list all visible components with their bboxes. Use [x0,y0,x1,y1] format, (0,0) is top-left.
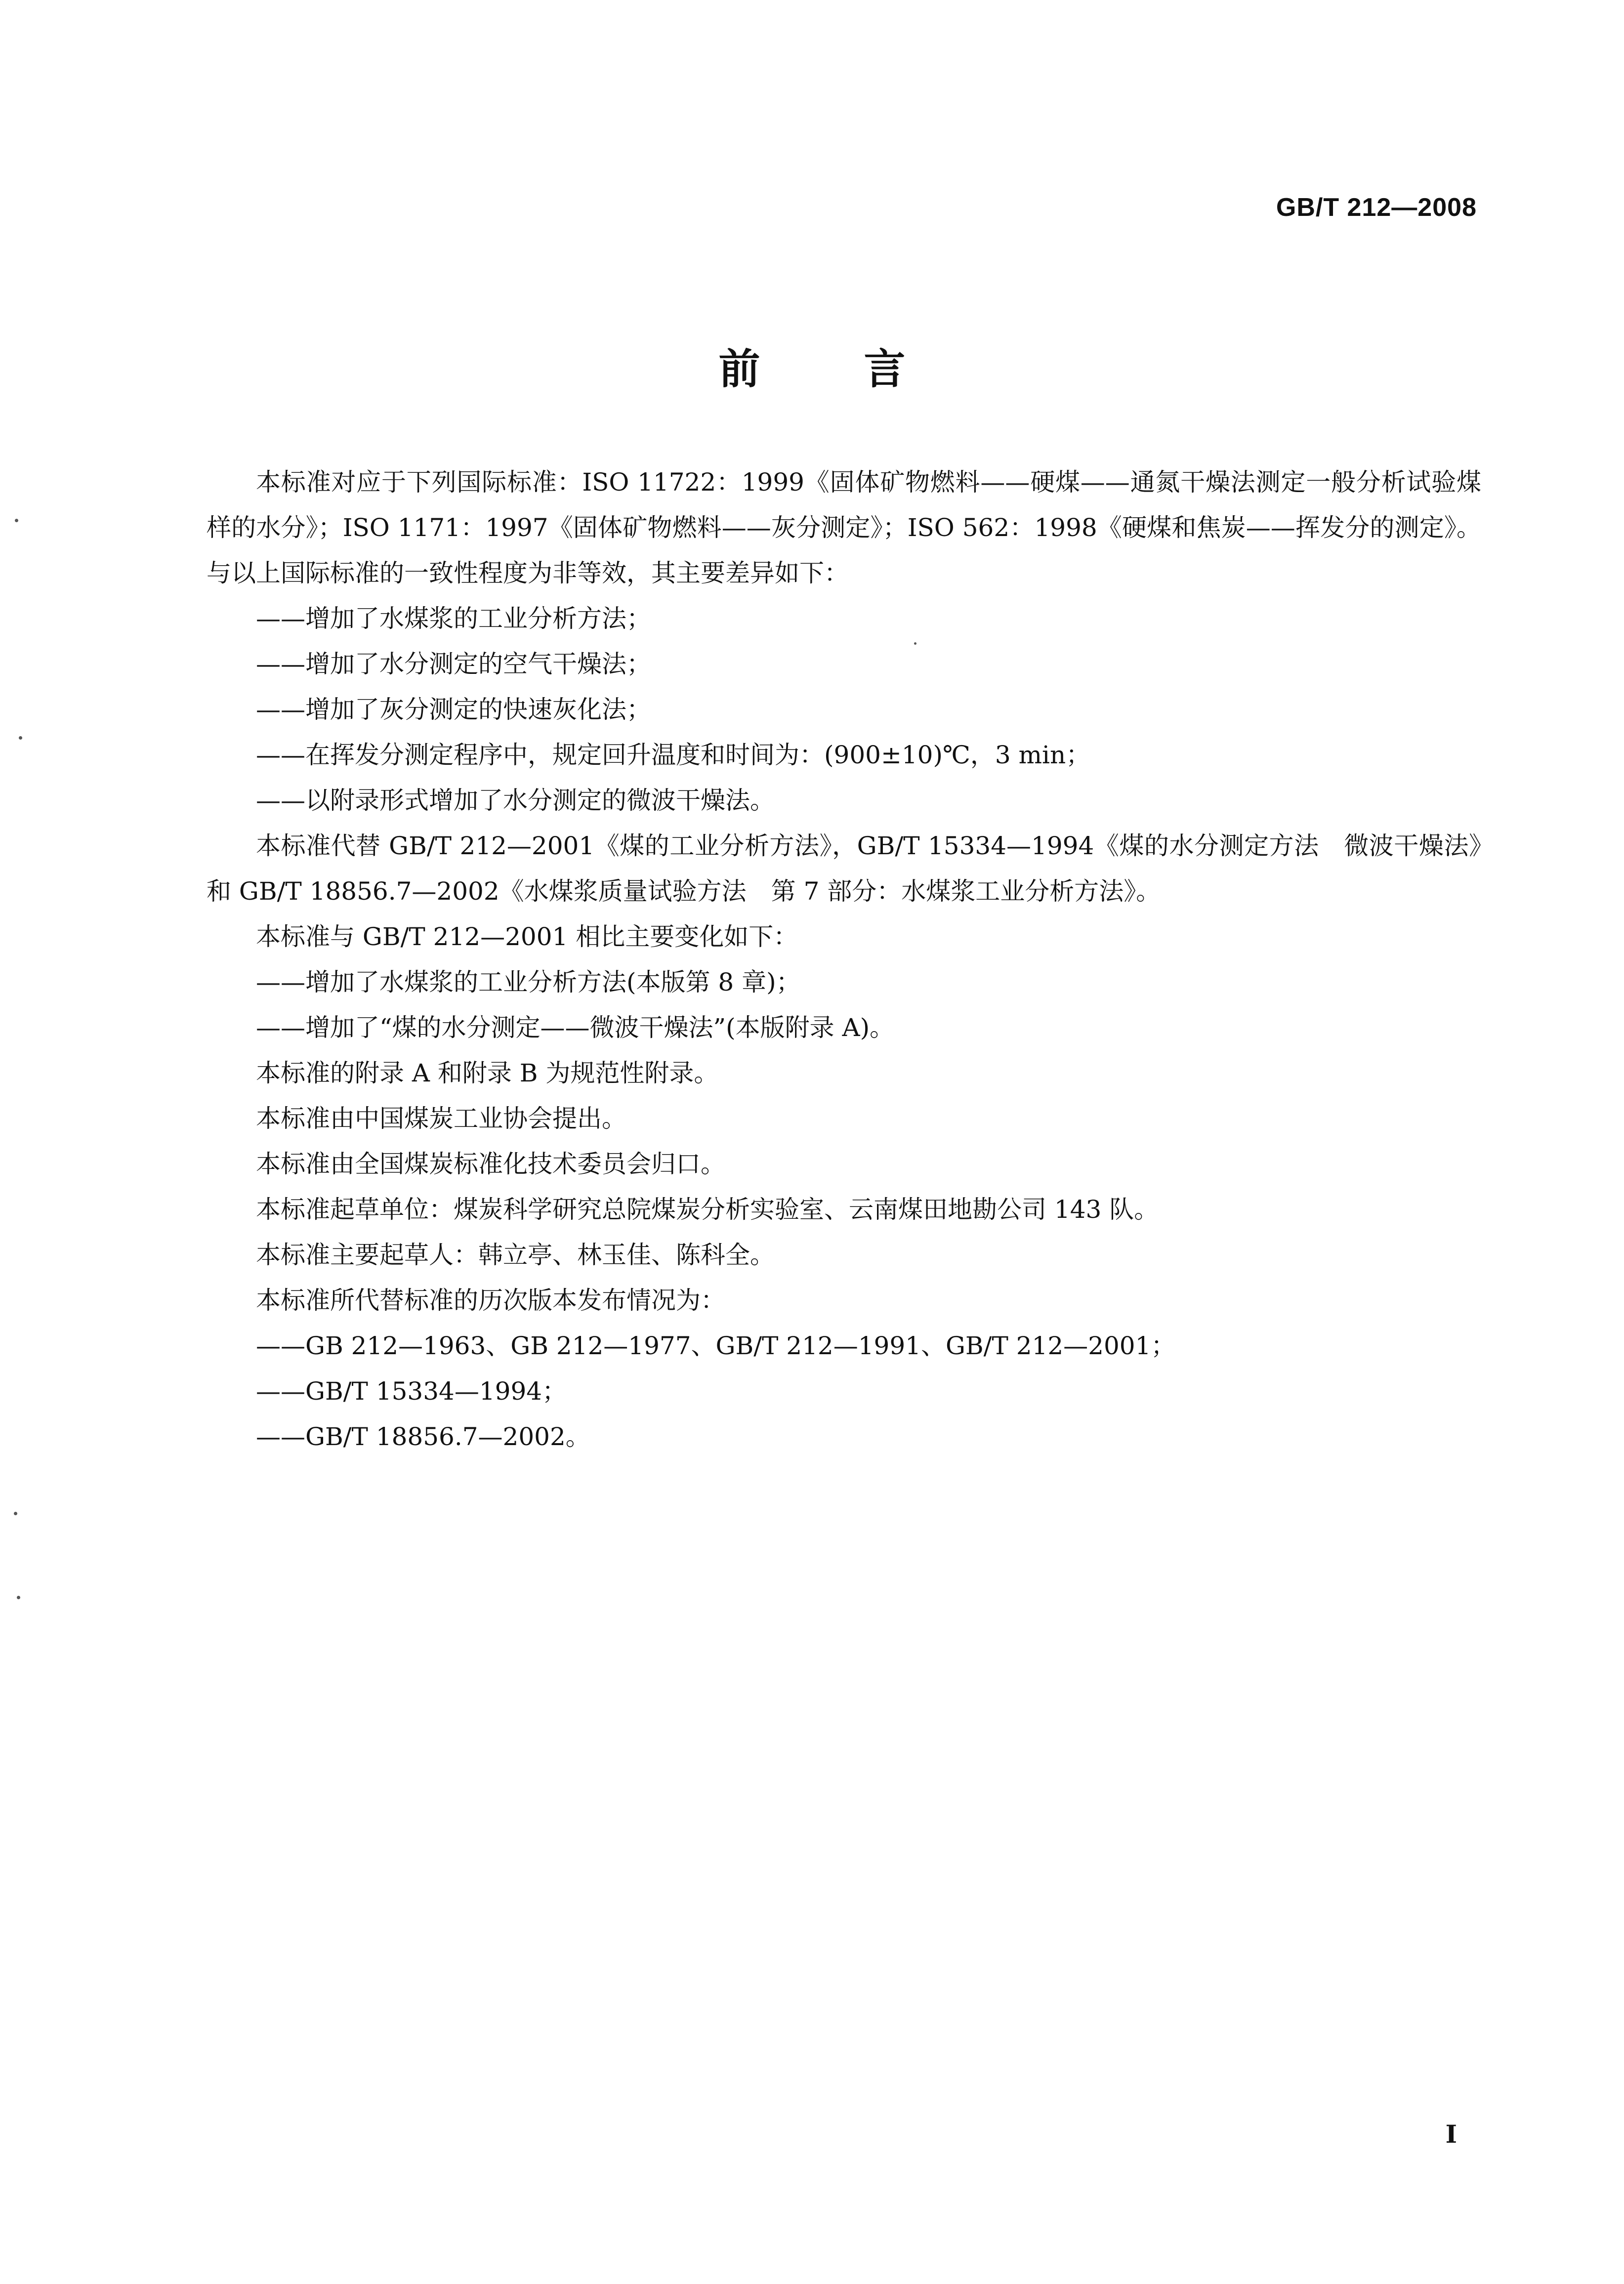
scan-speck [914,642,916,645]
paragraph-replaces: 本标准代替 GB/T 212—2001《煤的工业分析方法》，GB/T 15334—1994《煤的水分测定方法 微波干燥法》和 GB/T 18856.7—2002《水煤浆质量试验方法 第 7 部分：水煤浆工业分析方法》。 [207,831,1481,906]
paragraph-drafters: 本标准主要起草人：韩立亭、林玉佳、陈科全。 [256,1241,775,1269]
page-title: 前言 [718,344,1009,393]
list-item-history: ——GB/T 18856.7—2002。 [256,1422,590,1451]
paragraph-technical-committee: 本标准由全国煤炭标准化技术委员会归口。 [256,1150,725,1178]
foreword-body [207,459,1481,1459]
paragraph-changes: 本标准与 GB/T 212—2001 相比主要变化如下： [256,922,798,951]
list-item-change: ——增加了水煤浆的工业分析方法(本版第 8 章)； [256,968,801,997]
paragraph-drafting-units: 本标准起草单位：煤炭科学研究总院煤炭分析实验室、云南煤田地勘公司 143 队。 [256,1195,1159,1224]
list-item-change: ——增加了“煤的水分测定——微波干燥法”(本版附录 A)。 [256,1013,895,1042]
paragraph-history: 本标准所代替标准的历次版本发布情况为： [256,1286,725,1315]
list-item-difference: ——增加了灰分测定的快速灰化法； [256,695,651,724]
standard-code: GB/T 212—2008 [1276,193,1477,222]
list-item-difference: ——在挥发分测定程序中，规定回升温度和时间为：(900±10)℃，3 min； [256,741,1091,769]
list-item-difference: ——以附录形式增加了水分测定的微波干燥法。 [256,786,775,815]
scan-speck [19,736,22,740]
paragraph-annexes: 本标准的附录 A 和附录 B 为规范性附录。 [256,1059,719,1087]
list-item-history: ——GB 212—1963、GB 212—1977、GB/T 212—1991、GB/T 212—2001； [256,1331,1176,1360]
scan-speck [14,1512,17,1515]
list-item-difference: ——增加了水分测定的空气干燥法； [256,650,651,678]
paragraph-correspondence: 本标准对应于下列国际标准：ISO 11722：1999《固体矿物燃料——硬煤——通氮干燥法测定一般分析试验煤样的水分》；ISO 1171：1997《固体矿物燃料——灰分测定》；ISO 562：1998《硬煤和焦炭——挥发分的测定》。与以上国际标准的一致性程度为非等效，其主要差异如下： [207,468,1481,587]
scan-speck [17,1596,20,1599]
page-number: I [1445,2119,1457,2149]
scan-speck [15,519,18,522]
list-item-difference: ——增加了水煤浆的工业分析方法； [256,604,651,633]
list-item-history: ——GB/T 15334—1994； [256,1377,567,1406]
paragraph-proposed-by: 本标准由中国煤炭工业协会提出。 [256,1104,626,1133]
